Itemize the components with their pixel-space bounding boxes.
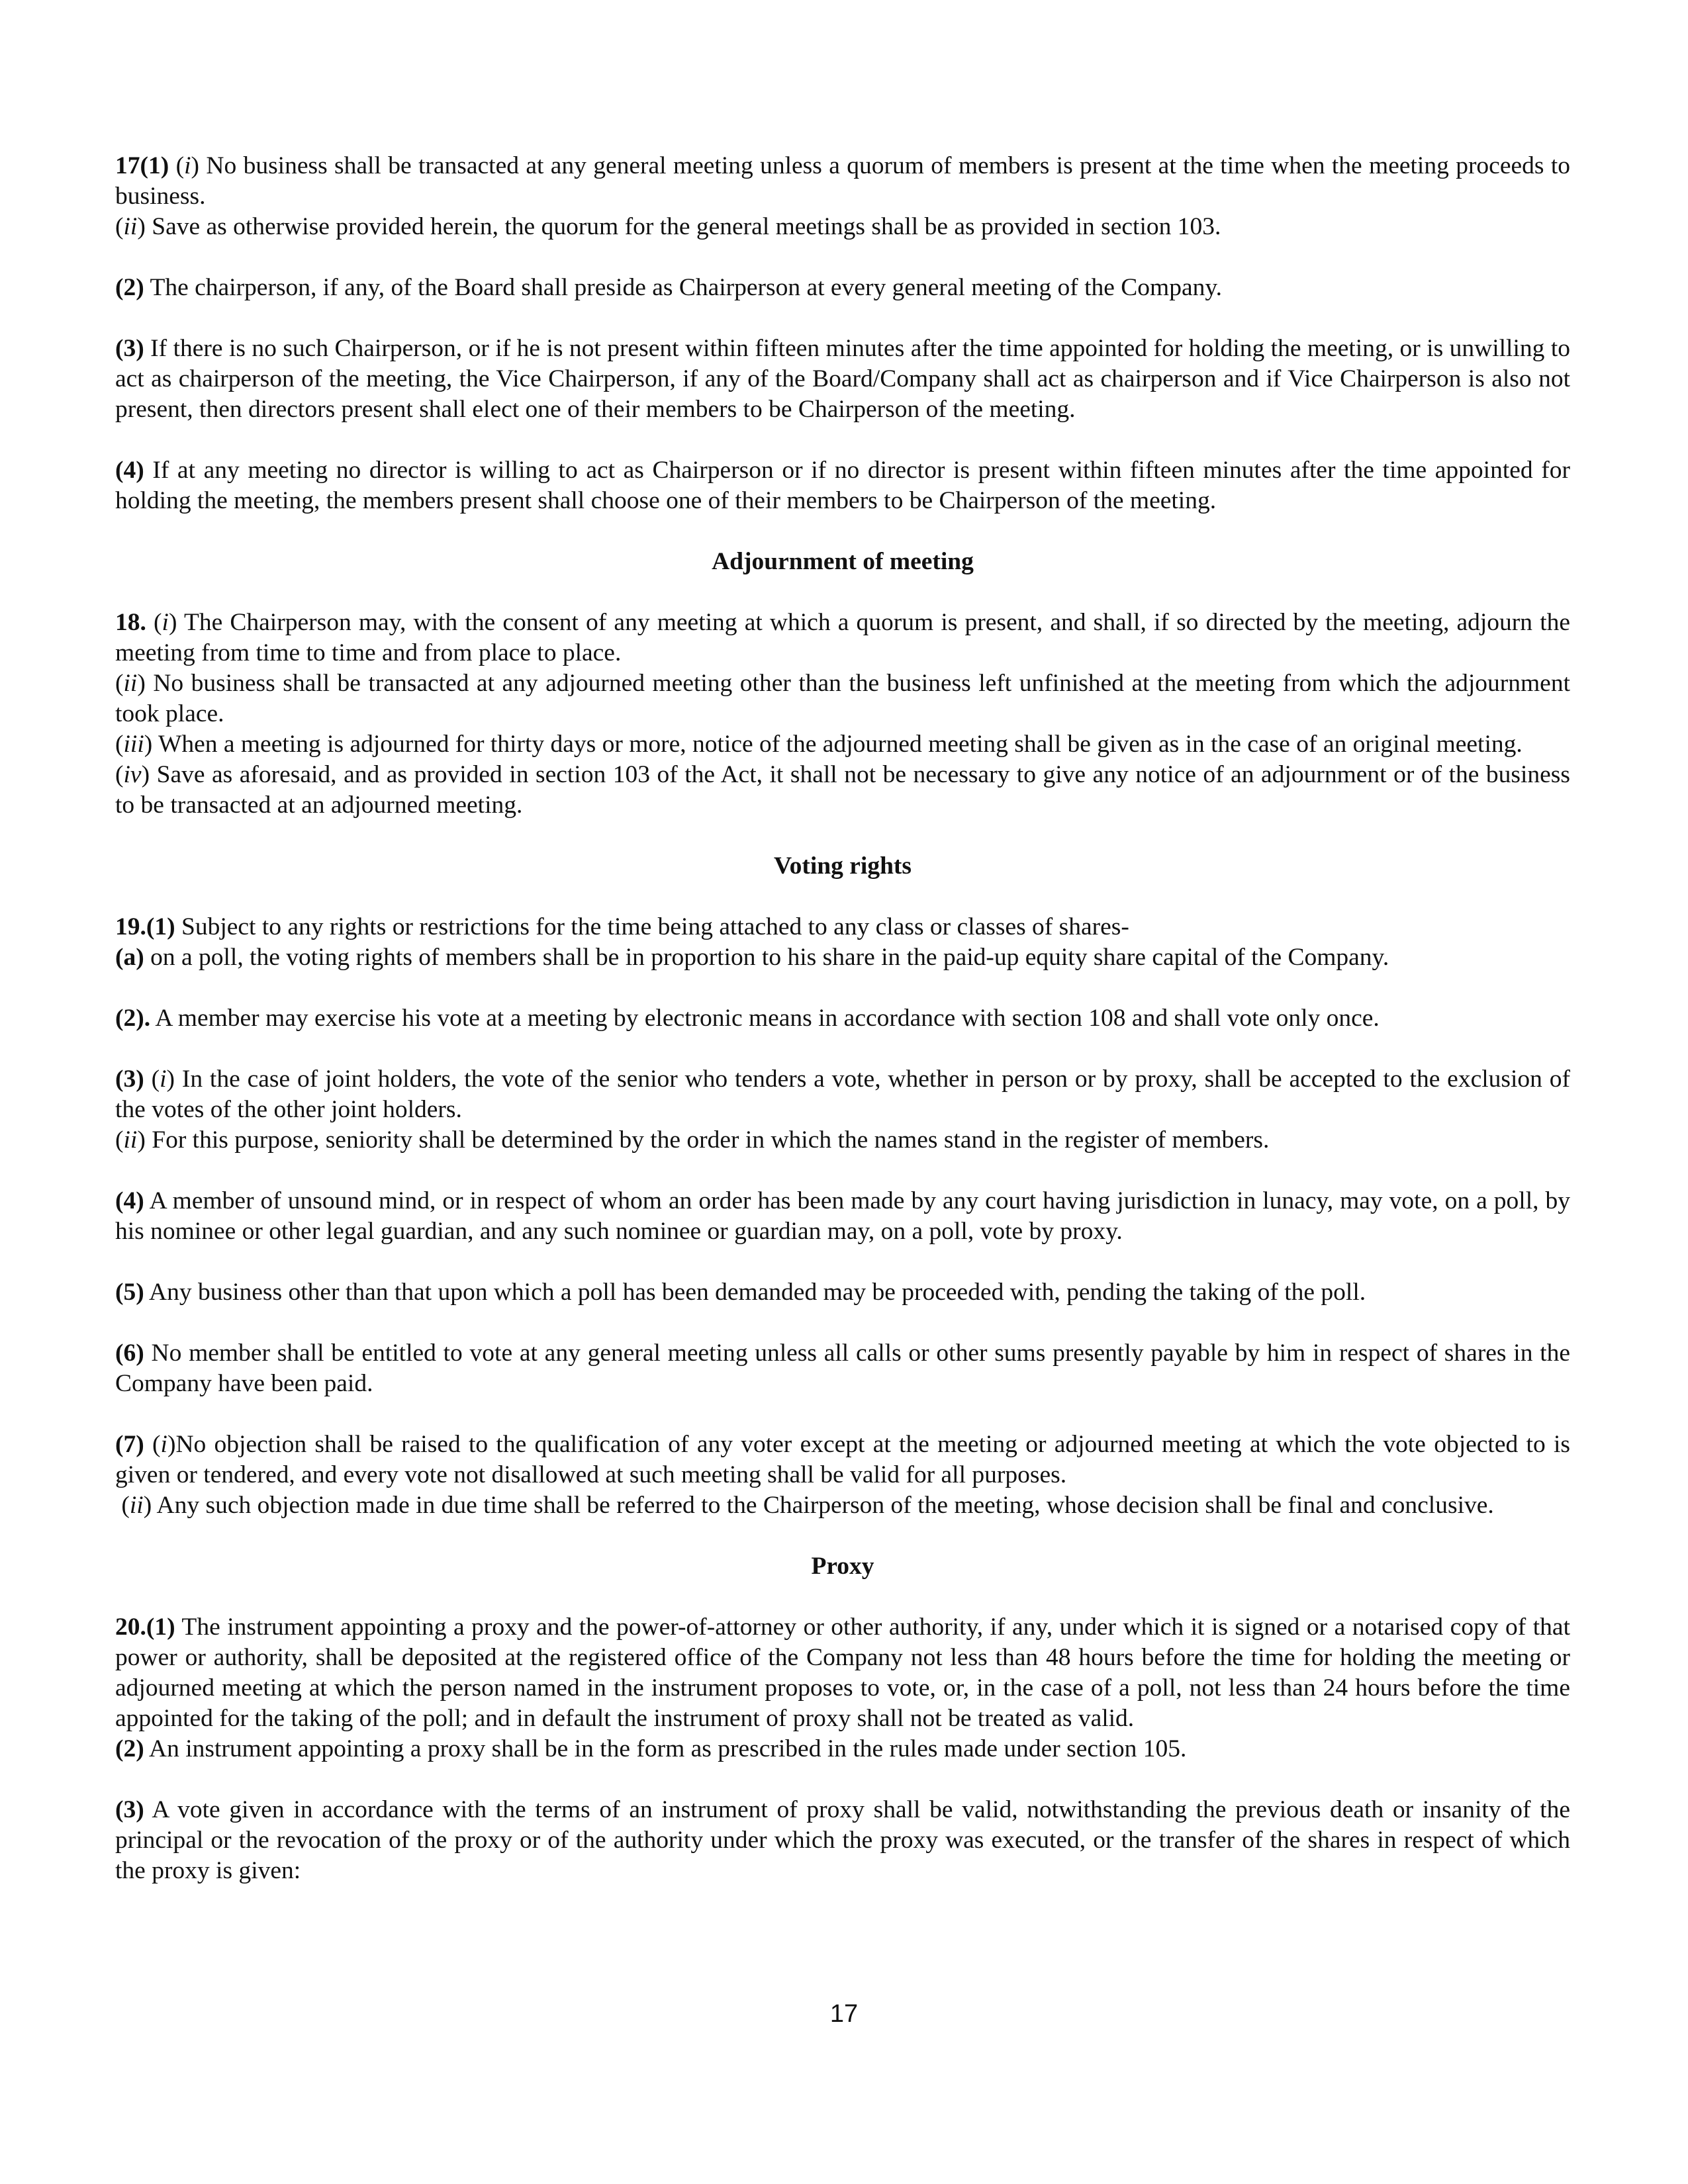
clause-19-1 <box>115 912 1570 942</box>
clause-20-2 <box>115 1734 1570 1764</box>
clause-text: If at any meeting no director is willing to act as Chairperson or if no director is present within fifteen minutes after the time appointed for holding the meeting, the members present shall choose one of their members to be Chairperson of the meeting. <box>115 457 1570 514</box>
clause-number: (3) <box>115 1066 144 1093</box>
clause-18-ii: (ii) No business shall be transacted at any adjourned meeting other than the business left unfinished at the meeting from which the adjournment took place. <box>115 670 1570 727</box>
clause-18-i: 18. (i) The Chairperson may, with the consent of any meeting at which a quorum is present, and shall, if so directed by the meeting, adjourn the meeting from time to time and from place to place. <box>115 609 1571 666</box>
clause-text: The Chairperson may, with the consent of any meeting at which a quorum is present, and shall, if so directed by the meeting, adjourn the meeting from time to time and from place to place. <box>115 609 1571 666</box>
clause-text: No member shall be entitled to vote at any general meeting unless all calls or other sums presently payable by him in respect of shares in the Company have been paid. <box>115 1340 1571 1397</box>
section-heading-proxy: Proxy <box>811 1553 874 1580</box>
clause-text: A member of unsound mind, or in respect of whom an order has been made by any court having jurisdiction in lunacy, may vote, on a poll, by his nominee or other legal guardian, and any such nominee or guardian may, on a poll, vote by proxy. <box>115 1187 1570 1245</box>
clause-number: (4) <box>115 457 144 484</box>
roman-numeral: ii <box>123 213 138 240</box>
roman-numeral: ii <box>129 1492 144 1519</box>
clause-text: Save as otherwise provided herein, the quorum for the general meetings shall be as provided in section 103. <box>152 213 1221 240</box>
clause-19-5 <box>115 1277 1570 1308</box>
roman-numeral: ii <box>123 670 138 697</box>
clause-text: The instrument appointing a proxy and the power-of-attorney or other authority, if any, under which it is signed or a notarised copy of that power or authority, shall be deposited at the registered office of the Company not less than 48 hours before the time for holding the meeting or adjourned meeting at which the person named in the instrument proposes to vote, or, in the case of a poll, not less than 24 hours before the time appointed for the taking of the poll; and in default the instrument of proxy shall not be treated as valid. <box>115 1614 1570 1732</box>
clause-19-2 <box>115 1003 1570 1034</box>
section-heading-adjournment: Adjournment of meeting <box>712 548 974 575</box>
clause-text: Any business other than that upon which a poll has been demanded may be proceeded with, pending the taking of the poll. <box>149 1279 1366 1306</box>
clause-number: (3) <box>115 335 144 362</box>
clause-number: 19.(1) <box>115 913 175 940</box>
clause-17-1-i: 17(1) (i) No business shall be transacted at any general meeting unless a quorum of members is present at the time when the meeting proceeds to business. <box>115 152 1570 210</box>
clause-19-3-i: (3) (i) In the case of joint holders, the vote of the senior who tenders a vote, whether in person or by proxy, shall be accepted to the exclusion of the votes of the other joint holders. <box>115 1066 1570 1123</box>
clause-19-7-ii: (ii) Any such objection made in due time shall be referred to the Chairperson of the meeting, whose decision shall be final and conclusive. <box>115 1492 1494 1519</box>
clause-19-7-i: (7) (i)No objection shall be raised to the qualification of any voter except at the meeting or adjourned meeting at which the vote objected to is given or tendered, and every vote not disallowed at such meeting shall be valid for all purposes. <box>115 1431 1570 1488</box>
clause-17-1-ii: (ii) Save as otherwise provided herein, the quorum for the general meetings shall be as provided in section 103. <box>115 213 1221 240</box>
page-number: 17 <box>829 2000 859 2028</box>
clause-19-6 <box>115 1338 1570 1399</box>
clause-text: Subject to any rights or restrictions for the time being attached to any class or classes of shares- <box>181 913 1129 940</box>
clause-text: No business shall be transacted at any general meeting unless a quorum of members is present at the time when the meeting proceeds to business. <box>115 152 1570 210</box>
clause-text: A member may exercise his vote at a meeting by electronic means in accordance with section 108 and shall vote only once. <box>155 1005 1380 1032</box>
clause-text: A vote given in accordance with the terms of an instrument of proxy shall be valid, notwithstanding the previous death or insanity of the principal or the revocation of the proxy or of the authority under which the proxy was executed, or the transfer of the shares in respect of which the proxy is given: <box>115 1796 1571 1884</box>
clause-17-4 <box>115 455 1570 516</box>
clause-number: (4) <box>115 1187 144 1214</box>
roman-numeral: i <box>160 1066 167 1093</box>
clause-number: 18. <box>115 609 146 636</box>
clause-number: (3) <box>115 1796 144 1823</box>
clause-text: An instrument appointing a proxy shall be in the form as prescribed in the rules made under section 105. <box>149 1735 1187 1762</box>
roman-numeral: iii <box>123 731 144 758</box>
document-page <box>115 151 1570 1886</box>
clause-17-3 <box>115 334 1570 425</box>
clause-text: Save as aforesaid, and as provided in section 103 of the Act, it shall not be necessary to give any notice of an adjournment or of the business to be transacted at an adjourned meeting. <box>115 761 1570 819</box>
roman-numeral: iv <box>123 761 142 788</box>
clause-number: (2) <box>115 1735 144 1762</box>
clause-number: (6) <box>115 1340 144 1367</box>
clause-number: (a) <box>115 944 144 971</box>
clause-text: No objection shall be raised to the qualification of any voter except at the meeting or adjourned meeting at which the vote objected to is given or tendered, and every vote not disallowed at such meeting shall be valid for all purposes. <box>115 1431 1570 1488</box>
clause-text: Any such objection made in due time shall be referred to the Chairperson of the meeting, whose decision shall be final and conclusive. <box>156 1492 1494 1519</box>
clause-17-2 <box>115 273 1570 303</box>
clause-text: No business shall be transacted at any adjourned meeting other than the business left unfinished at the meeting from which the adjournment took place. <box>115 670 1570 727</box>
clause-18-iii: (iii) When a meeting is adjourned for thirty days or more, notice of the adjourned meeting shall be given as in the case of an original meeting. <box>115 731 1523 758</box>
clause-number: 20.(1) <box>115 1614 175 1641</box>
clause-20-1 <box>115 1612 1570 1734</box>
clause-text: If there is no such Chairperson, or if he is not present within fifteen minutes after the time appointed for holding the meeting, or is unwilling to act as chairperson of the meeting, the Vice Chairperson, if any of the Board/Company shall act as chairperson and if Vice Chairperson is also not present, then directors present shall elect one of their members to be Chairperson of the meeting. <box>115 335 1570 423</box>
roman-numeral: i <box>160 1431 167 1458</box>
clause-text: When a meeting is adjourned for thirty days or more, notice of the adjourned meeting shall be given as in the case of an original meeting. <box>158 731 1523 758</box>
roman-numeral: ii <box>123 1126 138 1154</box>
roman-numeral: i <box>162 609 169 636</box>
clause-20-3 <box>115 1795 1570 1886</box>
clause-text: The chairperson, if any, of the Board shall preside as Chairperson at every general meeting of the Company. <box>150 274 1223 301</box>
roman-numeral: i <box>184 152 191 179</box>
clause-19-3-ii: (ii) For this purpose, seniority shall be determined by the order in which the names stand in the register of members. <box>115 1126 1270 1154</box>
clause-number: (2). <box>115 1005 151 1032</box>
clause-text: on a poll, the voting rights of members shall be in proportion to his share in the paid-up equity share capital of the Company. <box>150 944 1389 971</box>
clause-text: For this purpose, seniority shall be determined by the order in which the names stand in the register of members. <box>152 1126 1270 1154</box>
clause-text: In the case of joint holders, the vote of the senior who tenders a vote, whether in person or by proxy, shall be accepted to the exclusion of the votes of the other joint holders. <box>115 1066 1570 1123</box>
clause-19-1-a <box>115 942 1570 973</box>
clause-number: 17(1) <box>115 152 169 179</box>
clause-19-4 <box>115 1186 1570 1247</box>
clause-number: (5) <box>115 1279 144 1306</box>
clause-18-iv: (iv) Save as aforesaid, and as provided in section 103 of the Act, it shall not be necessary to give any notice of an adjournment or of the business to be transacted at an adjourned meeting. <box>115 761 1570 819</box>
clause-number: (7) <box>115 1431 144 1458</box>
clause-number: (2) <box>115 274 144 301</box>
section-heading-voting: Voting rights <box>773 852 912 880</box>
